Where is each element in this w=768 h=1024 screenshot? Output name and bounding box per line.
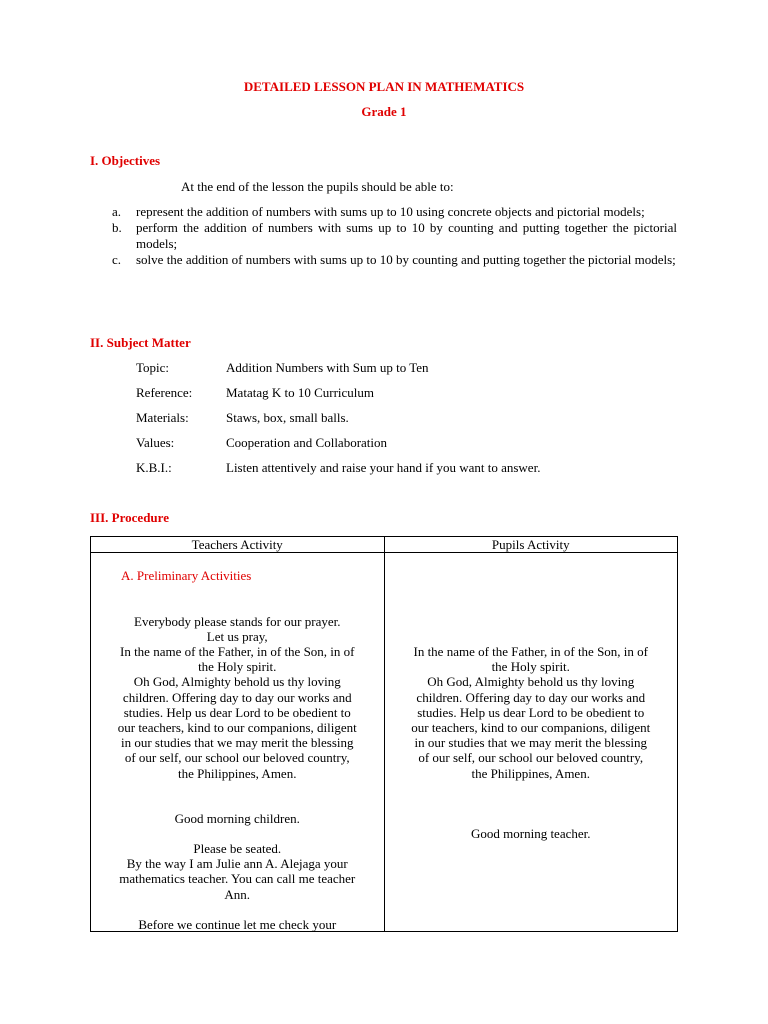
- teacher-greeting: Good morning children.: [174, 811, 300, 826]
- pupil-greeting: Good morning teacher.: [471, 826, 591, 841]
- teachers-activity-header: Teachers Activity: [91, 537, 385, 553]
- document-title: DETAILED LESSON PLAN IN MATHEMATICS: [243, 79, 525, 94]
- objectives-intro: At the end of the lesson the pupils should be able to:: [181, 179, 454, 194]
- objective-marker: c.: [112, 252, 122, 267]
- objectives-heading: I. Objectives: [90, 153, 161, 168]
- subject-matter-label: Topic:: [136, 360, 170, 375]
- subject-matter-value: Addition Numbers with Sum up to Ten: [226, 360, 429, 375]
- subject-matter-value: Staws, box, small balls.: [226, 410, 349, 425]
- subject-matter-value: Cooperation and Collaboration: [226, 435, 388, 450]
- pupils-activity-cell: [384, 553, 678, 932]
- subject-matter-heading: II. Subject Matter: [90, 335, 191, 350]
- preliminary-activities-label: A. Preliminary Activities: [121, 568, 252, 583]
- objective-text: perform the addition of numbers with sums up to 10 by counting and putting together the pictorial models;: [136, 220, 677, 251]
- subject-matter-value: Matatag K to 10 Curriculum: [226, 385, 375, 400]
- objective-item: [112, 220, 677, 252]
- objective-item: [112, 204, 677, 220]
- pupil-prayer-text: In the name of the Father, in of the Son, in of the Holy spirit. Oh God, Almighty behold us thy loving children. Offering day to day our works and studies. Help us dear Lord to be obedient to our teachers, kind to our companions, diligent in our studies that we may merit the blessing of our self, our school our beloved country, the Philippines, Amen.: [411, 644, 651, 781]
- subject-matter-label: Materials:: [136, 410, 189, 425]
- subject-matter-label: Values:: [136, 435, 175, 450]
- objective-marker: a.: [112, 204, 122, 219]
- subject-matter-value: Listen attentively and raise your hand if you want to answer.: [226, 460, 541, 475]
- subject-matter-label: K.B.I.:: [136, 460, 172, 475]
- objective-text: represent the addition of numbers with sums up to 10 using concrete objects and pictorial models;: [136, 204, 645, 219]
- teachers-activity-cell: [91, 553, 385, 932]
- procedure-table: [90, 536, 678, 932]
- prayer-instruction: Everybody please stands for our prayer. Let us pray,: [134, 614, 341, 645]
- pupils-activity-header: Pupils Activity: [384, 537, 678, 553]
- subject-matter-label: Reference:: [136, 385, 193, 400]
- objective-marker: b.: [112, 220, 122, 235]
- objective-text: solve the addition of numbers with sums up to 10 by counting and putting together the pictorial models;: [136, 252, 676, 267]
- teacher-introduction: Please be seated. By the way I am Julie ann A. Alejaga your mathematics teacher. You can call me teacher Ann.: [119, 841, 356, 902]
- table-row: [91, 553, 678, 932]
- objective-item: [112, 252, 677, 268]
- teacher-prayer-text: In the name of the Father, in of the Son, in of the Holy spirit. Oh God, Almighty behold us thy loving children. Offering day to day our works and studies. Help us dear Lord to be obedient to our teachers, kind to our companions, diligent in our studies that we may merit the blessing of our self, our school our beloved country, the Philippines, Amen.: [117, 644, 357, 781]
- procedure-heading: III. Procedure: [90, 510, 169, 525]
- table-header-row: [91, 537, 678, 553]
- grade-label: Grade 1: [361, 104, 407, 119]
- attendance-prompt: Before we continue let me check your: [138, 917, 337, 931]
- objectives-list: [112, 204, 677, 268]
